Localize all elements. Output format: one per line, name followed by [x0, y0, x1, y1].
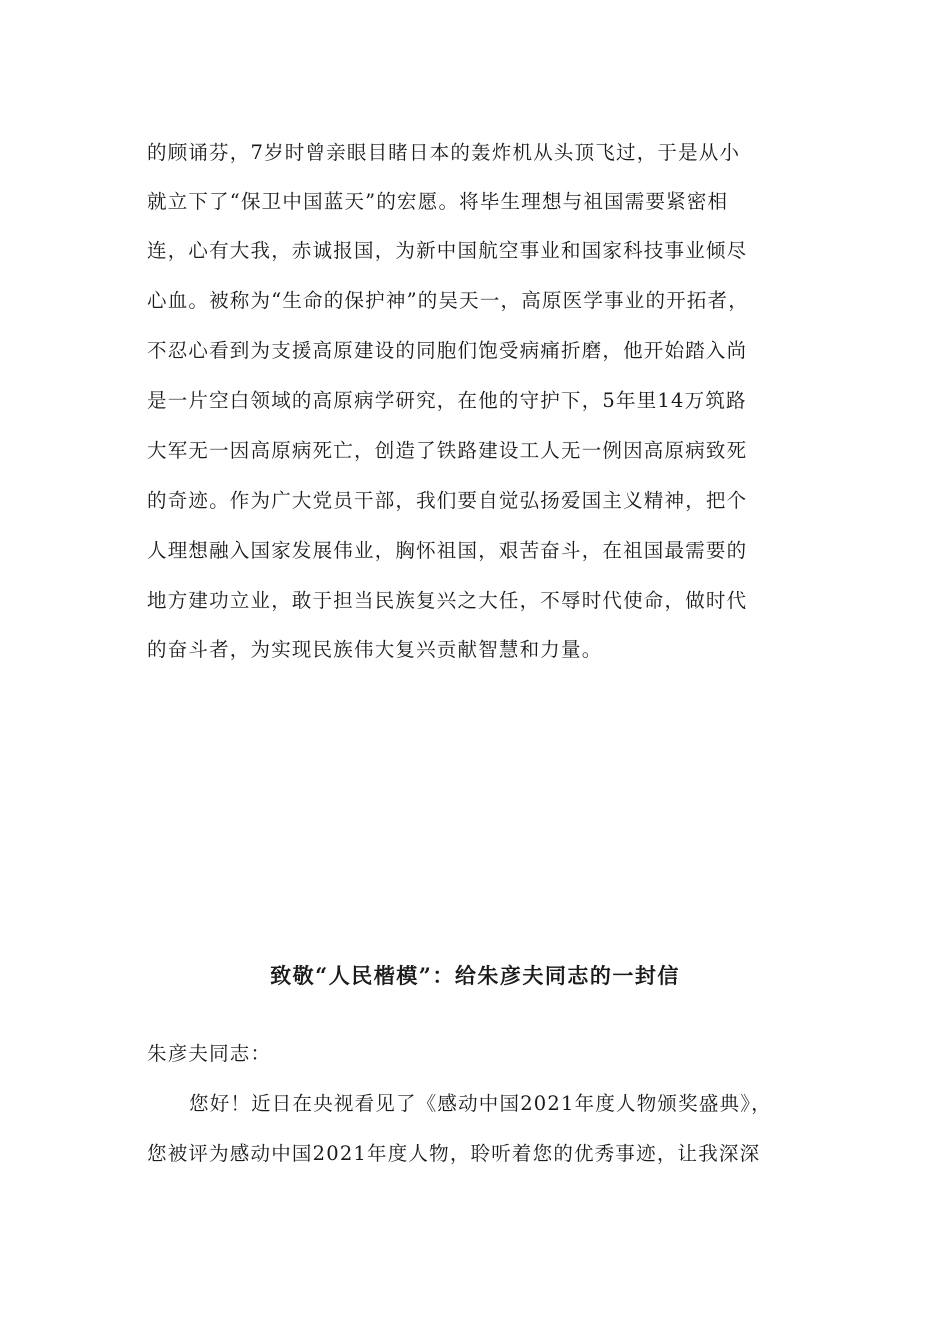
paragraph-line: 大军无一因高原病死亡，创造了铁路建设工人无一例因高原病致死 — [147, 439, 748, 462]
letter-line: 您被评为感动中国2021年度人物，聆听着您的优秀事迹，让我深深 — [147, 1142, 761, 1165]
paragraph-line: 的顾诵芬，7岁时曾亲眼目睹日本的轰炸机从头顶飞过，于是从小 — [147, 141, 741, 164]
paragraph-line: 连，心有大我，赤诚报国，为新中国航空事业和国家科技事业倾尽 — [147, 239, 748, 262]
paragraph-line: 地方建功立业，敢于担当民族复兴之大任，不辱时代使命，做时代 — [147, 589, 748, 612]
paragraph-line: 的奋斗者，为实现民族伟大复兴贡献智慧和力量。 — [147, 638, 603, 661]
paragraph-line: 人理想融入国家发展伟业，胸怀祖国，艰苦奋斗，在祖国最需要的 — [147, 539, 748, 562]
paragraph-line: 是一片空白领域的高原病学研究，在他的守护下，5年里14万筑路 — [147, 389, 747, 412]
paragraph-line: 不忍心看到为支援高原建设的同胞们饱受病痛折磨，他开始踏入尚 — [147, 339, 748, 362]
letter-line: 您好！近日在央视看见了《感动中国2021年度人物颁奖盛典》， — [189, 1092, 772, 1115]
letter-title: 致敬“人民楷模”：给朱彦夫同志的一封信 — [270, 963, 680, 988]
letter-salutation: 朱彦夫同志： — [147, 1042, 272, 1065]
paragraph-line: 就立下了“保卫中国蓝天”的宏愿。将毕生理想与祖国需要紧密相 — [147, 190, 729, 213]
paragraph-line: 的奇迹。作为广大党员干部，我们要自觉弘扬爱国主义精神，把个 — [147, 489, 748, 512]
paragraph-line: 心血。被称为“生命的保护神”的吴天一，高原医学事业的开拓者， — [147, 289, 749, 312]
